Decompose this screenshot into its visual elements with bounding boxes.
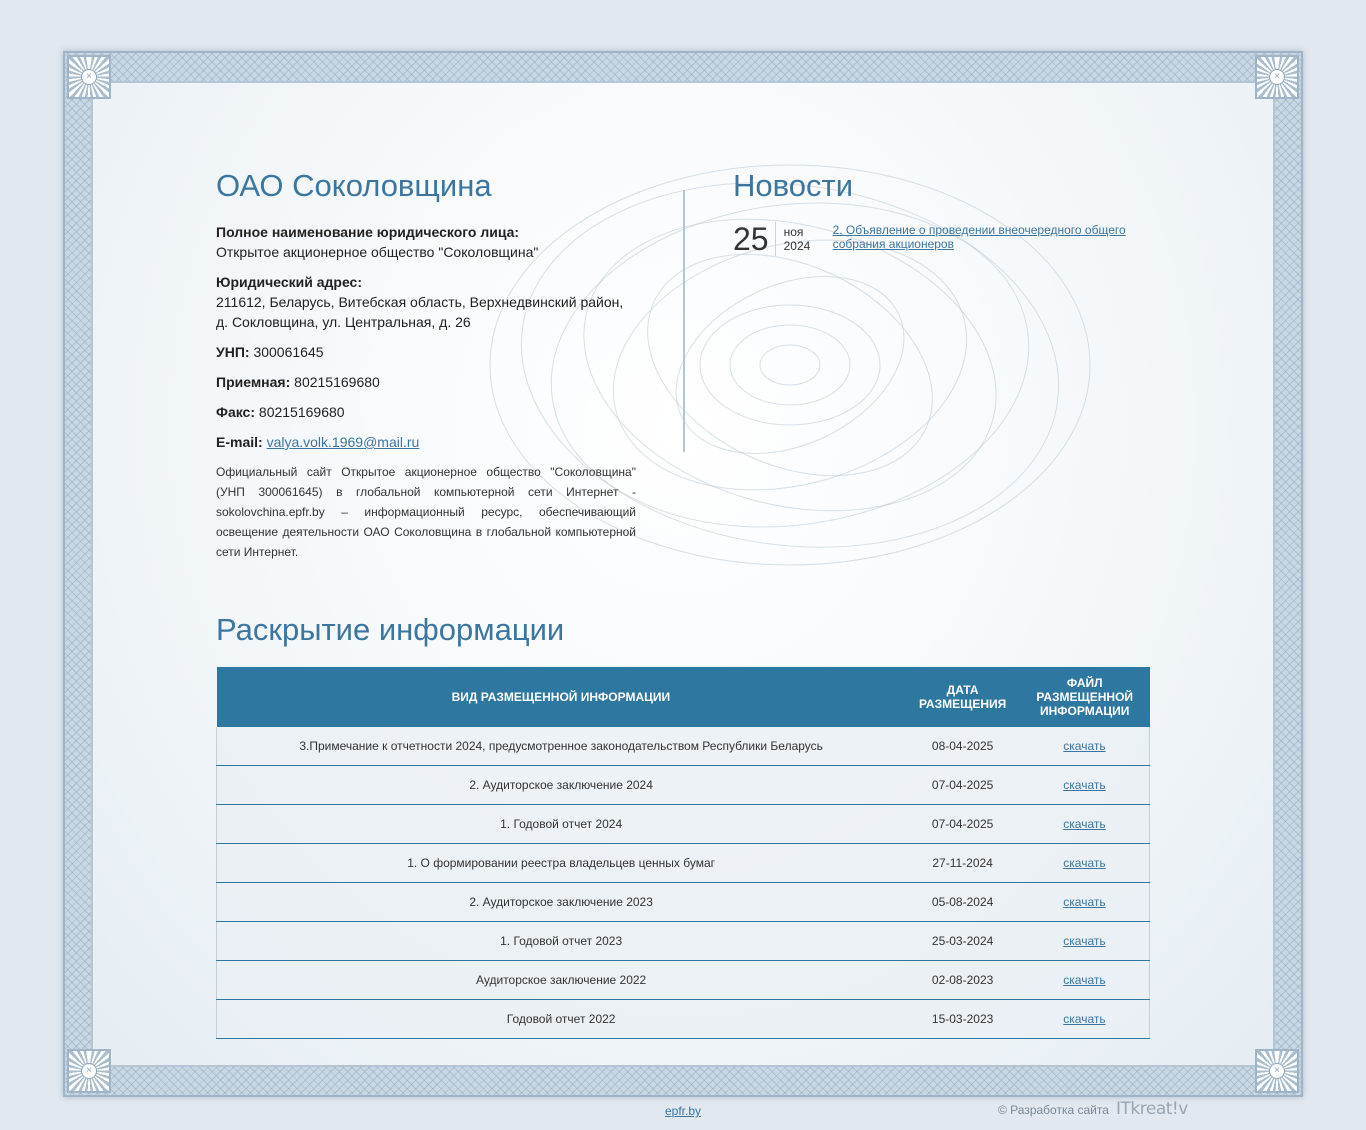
- full-name-label: Полное наименование юридического лица:: [216, 224, 520, 240]
- table-header-row: [217, 667, 1150, 727]
- row-name: 2. Аудиторское заключение 2023: [217, 883, 906, 922]
- table-row: [217, 1000, 1150, 1039]
- news-month-year: [776, 222, 826, 253]
- table-row: [217, 961, 1150, 1000]
- reception-field: [216, 372, 636, 392]
- address-line2: д. Сокловщина, ул. Центральная, д. 26: [216, 314, 471, 330]
- download-link[interactable]: скачать: [1063, 856, 1106, 870]
- footer-epfr-link[interactable]: epfr.by: [665, 1104, 702, 1118]
- disclosure-title: Раскрытие информации: [216, 612, 565, 647]
- row-name: 1. Годовой отчет 2023: [217, 922, 906, 961]
- reception-value: 80215169680: [294, 374, 380, 390]
- full-name-value: Открытое акционерное общество "Соколовщина": [216, 244, 539, 260]
- row-file-cell: [1020, 922, 1150, 961]
- about-text: Официальный сайт Открытое акционерное общество "Соколовщина" (УНП 300061645) в глобальной компьютерной сети Интернет - sokolovchina.epfr.by – информационный ресурс, обеспечивающий освещение деятельности ОАО Соколовщина в глобальной компьютерной сети Интернет.: [216, 465, 636, 559]
- table-row: [217, 883, 1150, 922]
- row-date: 08-04-2025: [905, 727, 1020, 766]
- download-link[interactable]: скачать: [1063, 934, 1106, 948]
- news-day: 25: [733, 222, 776, 256]
- company-info: [216, 168, 636, 562]
- address-label: Юридический адрес:: [216, 274, 362, 290]
- download-link[interactable]: скачать: [1063, 778, 1106, 792]
- reception-label: Приемная:: [216, 374, 291, 390]
- news-year: 2024: [783, 239, 811, 253]
- row-date: 07-04-2025: [905, 805, 1020, 844]
- email-link[interactable]: valya.volk.1969@mail.ru: [266, 434, 420, 450]
- table-row: [217, 766, 1150, 805]
- disclosure-table: [216, 667, 1150, 1039]
- news-item: [733, 222, 1153, 256]
- fax-field: [216, 402, 636, 422]
- row-name: 2. Аудиторское заключение 2024: [217, 766, 906, 805]
- row-file-cell: [1020, 805, 1150, 844]
- table-row: [217, 844, 1150, 883]
- news-month: ноя: [783, 225, 804, 239]
- download-link[interactable]: скачать: [1063, 739, 1106, 753]
- row-file-cell: [1020, 961, 1150, 1000]
- row-date: 25-03-2024: [905, 922, 1020, 961]
- corner-ornament-icon: ×: [67, 55, 111, 99]
- unp-field: [216, 342, 636, 362]
- corner-ornament-icon: ×: [1255, 1049, 1299, 1093]
- table-row: [217, 922, 1150, 961]
- row-date: 27-11-2024: [905, 844, 1020, 883]
- company-title: ОАО Соколовщина: [216, 168, 492, 203]
- row-file-cell: [1020, 844, 1150, 883]
- row-file-cell: [1020, 883, 1150, 922]
- row-file-cell: [1020, 766, 1150, 805]
- column-header-type: ВИД РАЗМЕЩЕННОЙ ИНФОРМАЦИИ: [217, 667, 906, 727]
- row-file-cell: [1020, 727, 1150, 766]
- row-date: 05-08-2024: [905, 883, 1020, 922]
- full-name-field: [216, 222, 636, 262]
- footer-developer-label: © Разработка сайта: [998, 1103, 1109, 1117]
- column-header-date: ДАТА РАЗМЕЩЕНИЯ: [905, 667, 1020, 727]
- fax-value: 80215169680: [258, 404, 345, 420]
- unp-label: УНП:: [216, 344, 250, 360]
- corner-ornament-icon: ×: [67, 1049, 111, 1093]
- download-link[interactable]: скачать: [1063, 973, 1106, 987]
- download-link[interactable]: скачать: [1063, 1012, 1106, 1026]
- news-link[interactable]: 2. Объявление о проведении внеочередного общего собрания акционеров: [832, 223, 1126, 251]
- download-link[interactable]: скачать: [1063, 895, 1106, 909]
- row-date: 02-08-2023: [905, 961, 1020, 1000]
- address-field: [216, 272, 636, 332]
- row-file-cell: [1020, 1000, 1150, 1039]
- news-title: Новости: [733, 168, 854, 203]
- row-name: Годовой отчет 2022: [217, 1000, 906, 1039]
- column-header-file: ФАЙЛ РАЗМЕЩЕННОЙ ИНФОРМАЦИИ: [1020, 667, 1150, 727]
- download-link[interactable]: скачать: [1063, 817, 1106, 831]
- row-date: 07-04-2025: [905, 766, 1020, 805]
- email-label: E-mail:: [216, 434, 263, 450]
- table-row: [217, 805, 1150, 844]
- row-name: 3.Примечание к отчетности 2024, предусмотренное законодательством Республики Беларусь: [217, 727, 906, 766]
- news-section: [733, 168, 1153, 256]
- row-name: 1. Годовой отчет 2024: [217, 805, 906, 844]
- row-date: 15-03-2023: [905, 1000, 1020, 1039]
- table-row: [217, 727, 1150, 766]
- row-name: 1. О формировании реестра владельцев ценных бумаг: [217, 844, 906, 883]
- email-field: [216, 432, 636, 452]
- column-divider: [683, 190, 685, 452]
- itkreativ-logo[interactable]: ITkreat!v: [1116, 1099, 1188, 1119]
- corner-ornament-icon: ×: [1255, 55, 1299, 99]
- address-line1: 211612, Беларусь, Витебская область, Верхнедвинский район,: [216, 294, 624, 310]
- row-name: Аудиторское заключение 2022: [217, 961, 906, 1000]
- unp-value: 300061645: [253, 344, 324, 360]
- fax-label: Факс:: [216, 404, 256, 420]
